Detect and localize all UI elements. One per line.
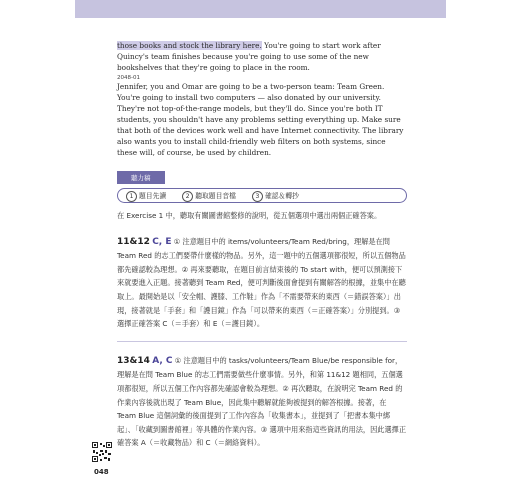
passage-paragraph-2: Jennifer, you and Omar are going to be a two-person team: Team Green. You're going to install two computers — also donated by our university. They're not top-of-the-range models, but they'll do. Since you're both IT students, you shouldn't have any problems setting everything up. Make sure that both of the devices work well and have Internet connectivity. The library also wants you to install child-friendly web filters on both systems, since these will, of course, be used by children. (117, 82, 404, 157)
passage-paragraph-1 (117, 40, 407, 73)
question-block (117, 354, 407, 450)
paragraph-text: You're going to start work after Quincy's team finishes because you're going to use some of the new bookshelves that they're going to place in the room. (117, 41, 381, 72)
divider (117, 341, 407, 342)
question-number: 11&12 (117, 236, 150, 247)
section-tag: 聽力稿 (117, 171, 165, 184)
step-number: 2 (182, 191, 193, 202)
top-color-band (75, 0, 446, 18)
highlighted-text: those books and stock the library here. (117, 41, 262, 50)
steps-bar (117, 188, 407, 203)
section-intro: 在 Exercise 1 中，聽取有關圖書館整修的說明，從五個選項中選出兩個正確答案。 (117, 211, 382, 220)
step-label: 聽取題目音檔 (195, 191, 236, 200)
question-answer: C, E (152, 236, 172, 247)
step-label: 題目先讀 (139, 191, 167, 200)
page-number: 048 (94, 468, 109, 476)
step-item (126, 190, 166, 202)
question-number: 13&14 (117, 355, 150, 366)
question-explanation: ① 注意題目中的 tasks/volunteers/Team Blue/be responsible for，理解是在問 Team Blue 的志工們需要做些什麼事情。另外，和第 11&12 題相同，五個選項都很短，所以五個工作內容都先確認會較為理想。② 再次聽取，在說明完 Team Red 的作業內容後就出現了 Team Blue，因此集中聽解就能夠被提到的解答根據。接著，在 Team Blue 這個詞彙的後面提到了工作內容為「收集書本」，並提到了「把書本集中綁起」、「收藏到圖書館裡」等具體的作業內容。③ 選項中用來指這些資訊的用法，因此選擇正確答案 A（＝收藏物品）和 C（＝網絡資料）。 (117, 355, 407, 448)
step-number: 1 (126, 191, 137, 202)
step-number: 3 (252, 191, 263, 202)
step-item (252, 190, 299, 202)
step-label: 確認＆轉抄 (264, 191, 299, 200)
question-answer: A, C (152, 355, 173, 366)
question-explanation: ① 注意題目中的 items/volunteers/Team Red/bring，理解是在問 Team Red 的志工們要帶什麼樣的物品。另外，這一題中的五個選項都很短，所以五個物品都先確認較為理想。② 再來要聽取，在題目前言結束後的 To start with，便可以預測接下來就要進入正題。接著聽到 Team Red，便可判斷後面會提到有關解答的根據，並集中在聽取上。最開始是以「安全帽、護膝、工作鞋」作為「不需要帶來的東西（＝錯誤答案）」出現，接著就是「手套」和「護目鏡」作為「可以帶來的東西（＝正確答案）」分別提到。③ 選擇正確答案 C（＝手套）和 E（＝護目鏡）。 (117, 236, 406, 329)
question-block (117, 235, 407, 331)
qr-code-icon (92, 442, 112, 462)
audio-track-label: 2048-01 (117, 75, 140, 81)
step-item (182, 190, 236, 202)
page-content (117, 40, 407, 450)
